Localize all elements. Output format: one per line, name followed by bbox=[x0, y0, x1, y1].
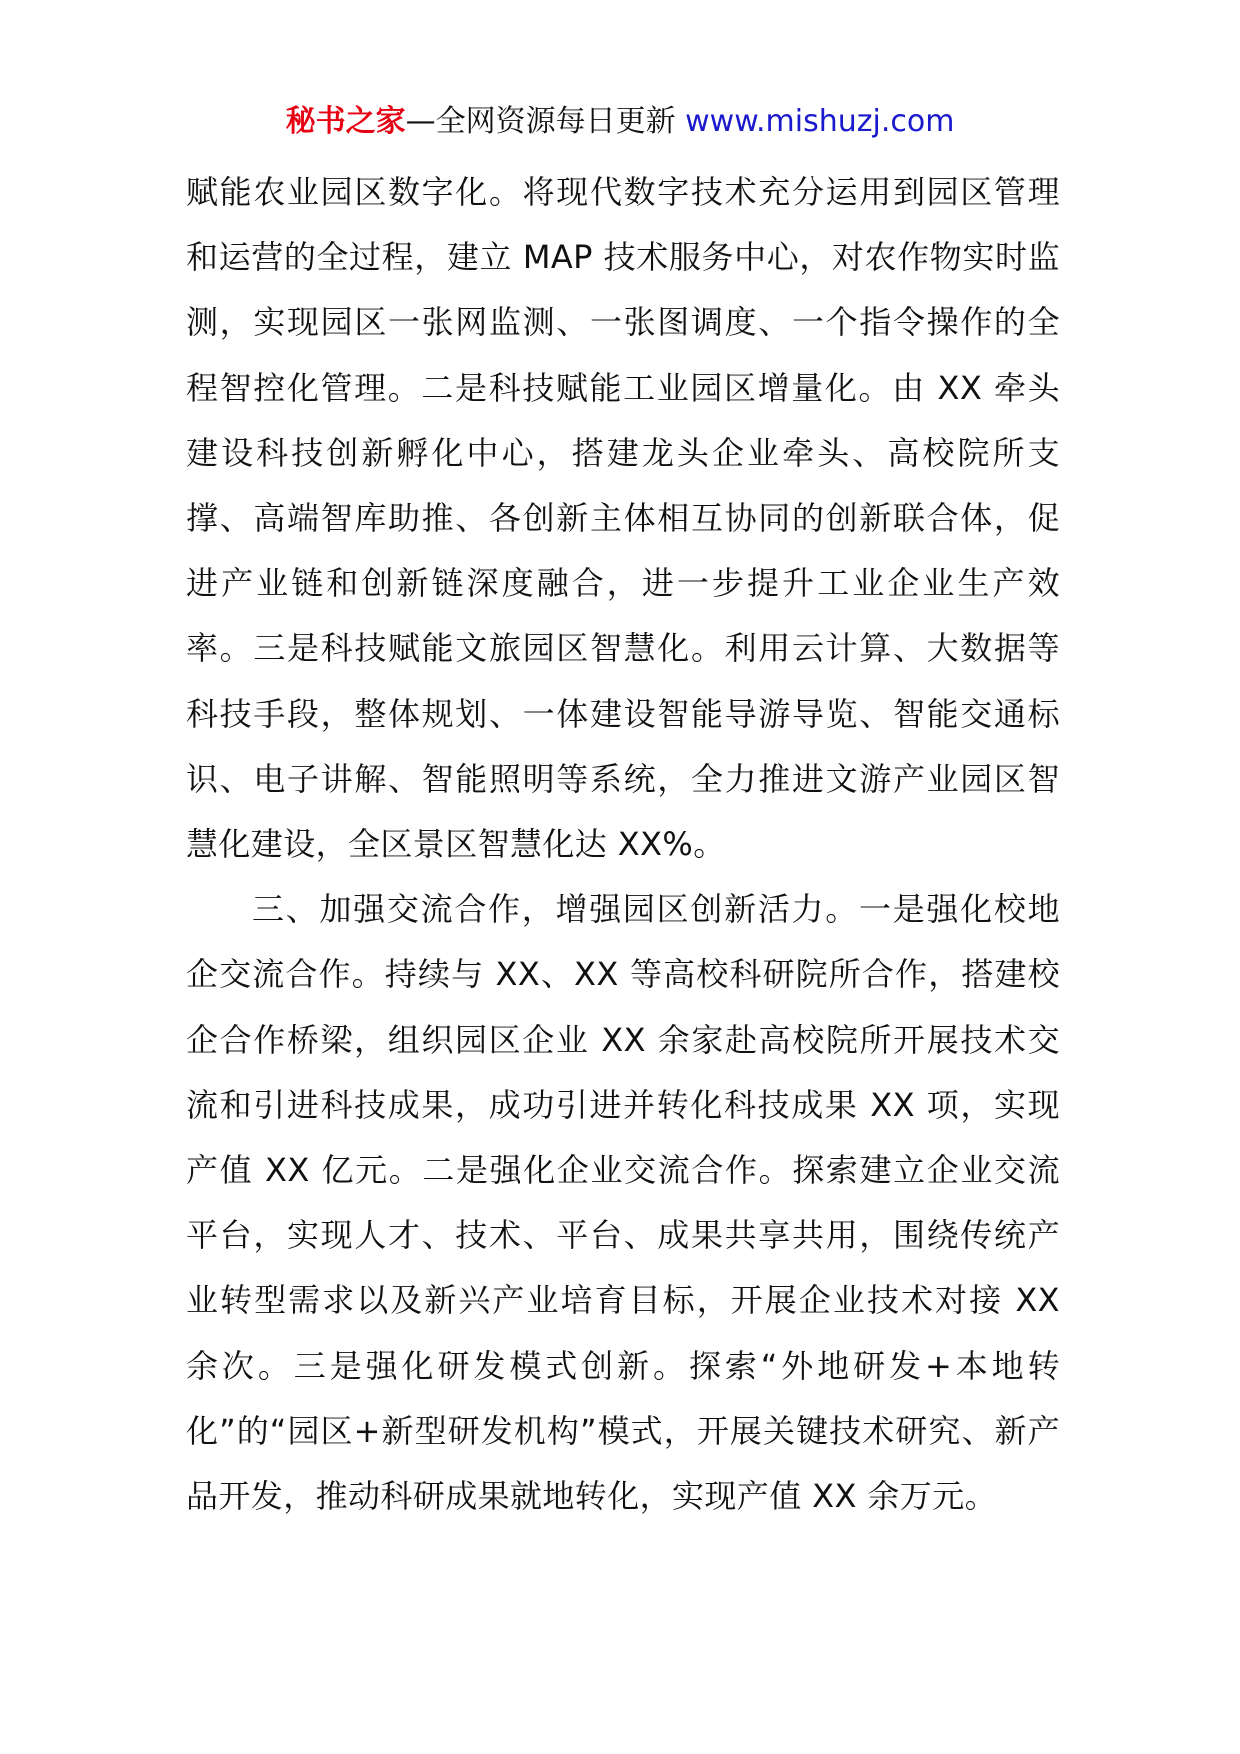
page-header bbox=[0, 100, 1240, 144]
paragraph-2: 三、加强交流合作，增强园区创新活力。一是强化校地企交流合作。持续与 XX、XX 等高校科研院所合作，搭建校企合作桥梁，组织园区企业 XX 余家赴高校院所开展技术交流和引进科技成果，成功引进并转化科技成果 XX 项，实现产值 XX 亿元。二是强化企业交流合作。探索建立企业交流平台，实现人才、技术、平台、成果共享共用，围绕传统产业转型需求以及新兴产业培育目标，开展企业技术对接 XX 余次。三是强化研发模式创新。探索“外地研发+本地转化”的“园区+新型研发机构”模式，开展关键技术研究、新产品开发，推动科研成果就地转化，实现产值 XX 余万元。 bbox=[186, 890, 1060, 1516]
site-tagline: —全网资源每日更新 bbox=[405, 104, 676, 139]
document-body bbox=[186, 160, 1060, 1529]
site-brand: 秘书之家 bbox=[285, 104, 406, 139]
site-url-link[interactable]: www.mishuzj.com bbox=[685, 104, 955, 139]
paragraph-1: 赋能农业园区数字化。将现代数字技术充分运用到园区管理和运营的全过程，建立 MAP 技术服务中心，对农作物实时监测，实现园区一张网监测、一张图调度、一个指令操作的全程智控化管理。二是科技赋能工业园区增量化。由 XX 牵头建设科技创新孵化中心，搭建龙头企业牵头、高校院所支撑、高端智库助推、各创新主体相互协同的创新联合体，促进产业链和创新链深度融合，进一步提升工业企业生产效率。三是科技赋能文旅园区智慧化。利用云计算、大数据等科技手段，整体规划、一体建设智能导游导览、智能交通标识、电子讲解、智能照明等系统，全力推进文游产业园区智慧化建设，全区景区智慧化达 XX%。 bbox=[186, 173, 1060, 864]
